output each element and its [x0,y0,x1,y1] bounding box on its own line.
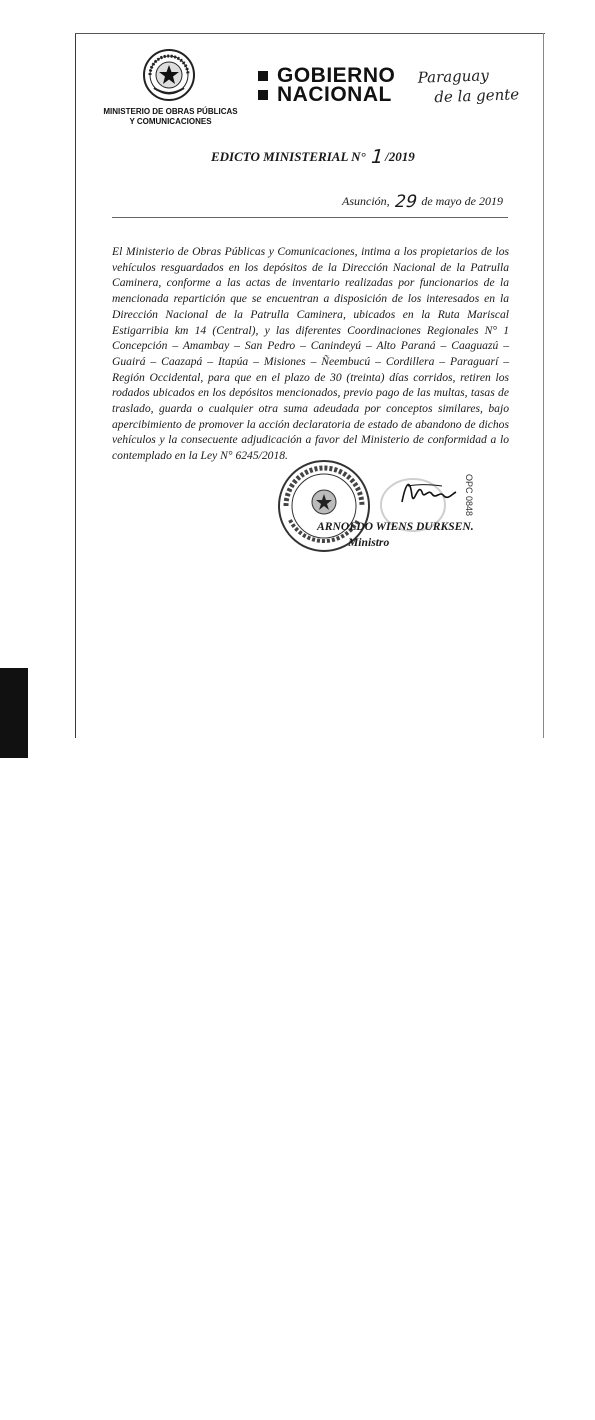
edict-title-prefix: EDICTO MINISTERIAL N° [211,149,366,164]
logo-nacional: NACIONAL [277,83,392,106]
gobierno-nacional-logo [258,66,395,104]
page-border-left [75,33,76,738]
logo-paraguay: Paraguay [417,66,490,87]
logo-de-la-gente: de la gente [434,85,520,107]
page-border-right [543,33,544,738]
signer-role: Ministro [348,536,390,549]
handwritten-signature-icon [398,472,460,512]
edict-title [211,146,415,168]
edict-title-suffix: /2019 [385,149,415,164]
logo-square-icon [258,90,268,100]
side-mark [0,668,28,1420]
side-label: M.O.P.C. [5,1352,22,1420]
divider [112,217,508,218]
date-line [342,192,503,212]
paraguay-de-la-gente-logo [417,64,519,107]
ministry-name [98,107,243,127]
signer-name: ARNOLDO WIENS DURKSEN. [317,520,474,533]
edict-body: El Ministerio de Obras Públicas y Comunicaciones, intima a los propietarios de los vehículos resguardados en los depósitos de la Dirección Nacional de la Patrulla Caminera, conforme a las actas de inventario realizadas por funcionarios de la mencionada repartición que se encuentran a disposición de los interesados en la Dirección Nacional de la Patrulla Caminera, ubicados en la Ruta Mariscal Estigarribia km 14 (Central), y las diferentes Coordinaciones Regionales N° 1 Concepción – Amambay – San Pedro – Canindeyú – Alto Paraná – Caaguazú – Guairá – Caazapá – Itapúa – Misiones – Ñeembucú – Cordillera – Paraguarí – Región Occidental, para que en el plazo de 30 (treinta) días corridos, retiren los rodados ubicados en los depósitos mencionados, previo pago de las multas, tasas de traslado, guarda o cualquier otra suma adeudada por conceptos similares, bajo apercibimiento de promover la acción declaratoria de estado de abandono de dichos vehículos y la consecuente adjudicación a favor del Ministerio de conformidad a lo contemplado en la Ley N° 6245/2018. [112,245,509,463]
logo-gobierno: GOBIERNO [277,64,396,87]
page-border-top [75,33,545,34]
stamp-code: OPC 0848 [464,474,474,517]
national-seal-icon [142,48,196,102]
date-day: 29 [391,192,419,212]
date-suffix: de mayo de 2019 [421,194,503,208]
edict-number: 1 [368,146,387,168]
ministry-line-1: MINISTERIO DE OBRAS PÚBLICAS [103,107,238,116]
ministry-line-2: Y COMUNICACIONES [129,117,212,126]
date-prefix: Asunción, [342,194,390,208]
logo-square-icon [258,71,268,81]
